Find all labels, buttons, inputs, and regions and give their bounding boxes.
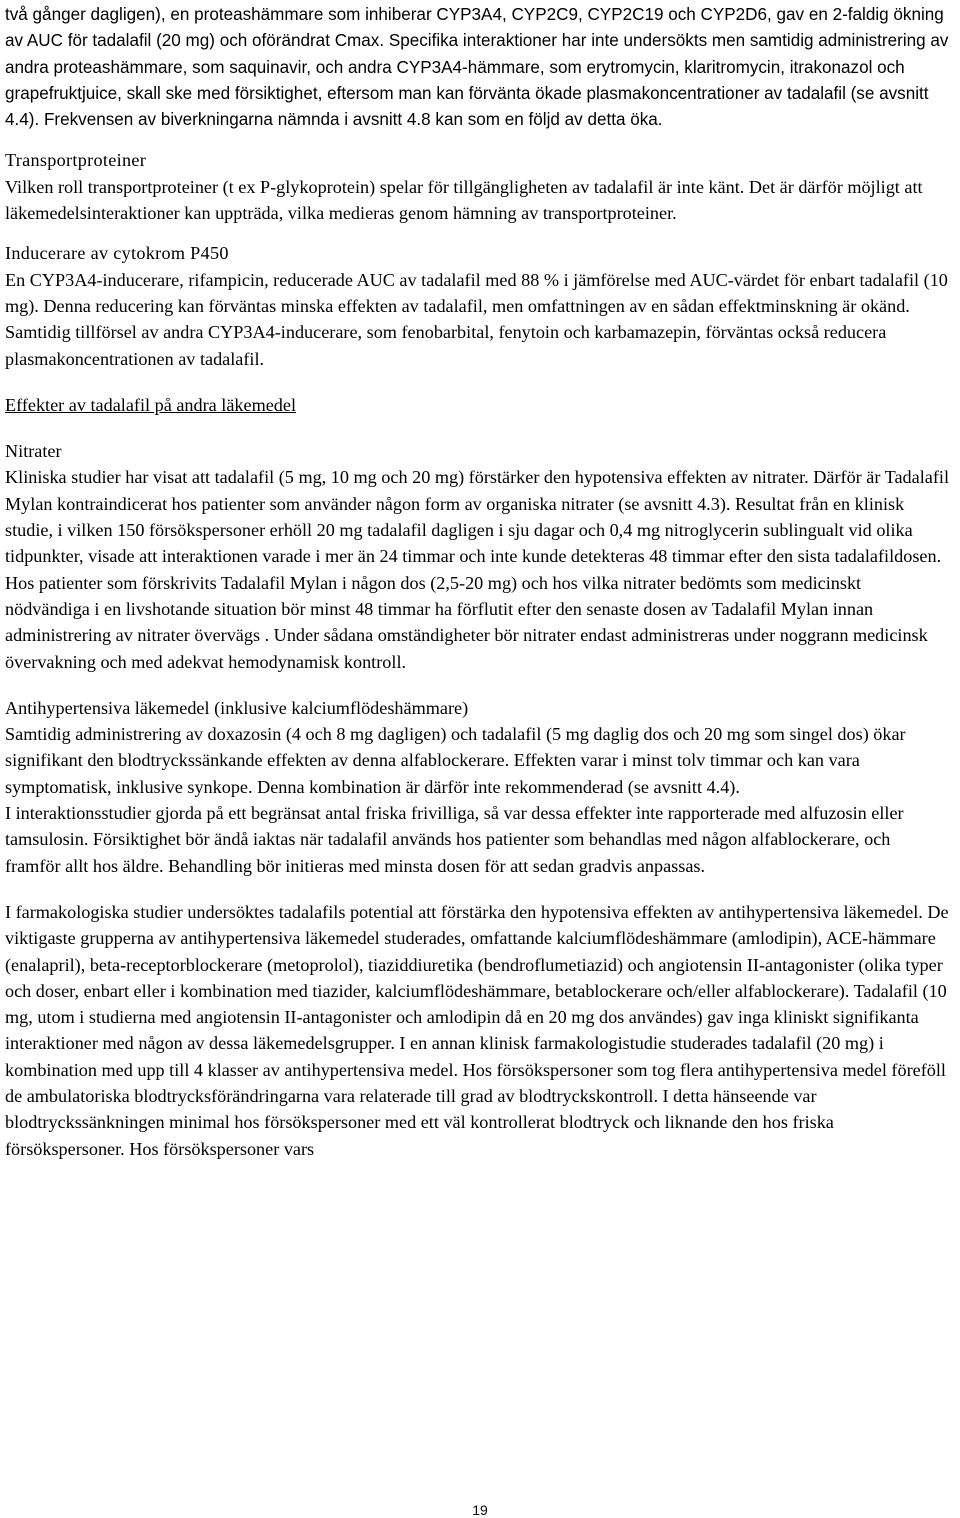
antihypertensives-heading: Antihypertensiva läkemedel (inklusive kalciumflödeshämmare) bbox=[5, 697, 469, 718]
transport-heading: Transportproteiner bbox=[5, 150, 147, 171]
antihypertensives-paragraph-3: I farmakologiska studier undersöktes tadalafils potential att förstärka den hypotensiva effekten av antihypertensiva läkemedel. De viktigaste grupperna av antihypertensiva läkemedel studerades, omfattande kalciumflödeshämmare (amlodipin), ACE-hämmare (enalapril), beta-receptorblockerare (metoprolol), tiaziddiuretika (bendroflumetiazid) och angiotensin II-antagonister (olika typer och doser, enbart eller i kombination med tiazider, kalciumflödeshämmare, betablockerare och/eller alfablockerare). Tadalafil (10 mg, utom i studierna med angiotensin II-antagonister och amlodipin då en 20 mg dos användes) gav inga kliniskt signifikanta interaktioner med någon av dessa läkemedelsgrupper. I en annan klinisk farmakologistudie studerades tadalafil (20 mg) i kombination med upp till 4 klasser av antihypertensiva medel. Hos försökspersoner som tog flera antihypertensiva medel föreföll de ambulatoriska blodtrycksförändringarna vara relaterade till grad av blodtryckskontroll. I detta hänseende var blodtryckssänkningen minimal hos försökspersoner med ett väl kontrollerat blodtryck och liknande den hos friska försökspersoner. Hos försökspersoner vars bbox=[5, 901, 949, 1159]
transport-paragraph: Vilken roll transportproteiner (t ex P-glykoprotein) spelar för tillgängligheten av tadalafil är inte känt. Det är därför möjligt att läkemedelsinteraktioner kan uppträda, vilka medieras genom hämning av transportproteiner. bbox=[5, 176, 923, 224]
nitrates-heading: Nitrater bbox=[5, 441, 62, 462]
antihypertensives-paragraph-2: I interaktionsstudier gjorda på ett begränsat antal friska frivilliga, så var dessa effekter inte rapporterade med alfuzosin eller tamsulosin. Försiktighet bör ändå iaktas när tadalafil används hos patienter som behandlas med någon alfablockerare, och framför allt hos äldre. Behandling bör initieras med minsta dosen för att sedan gradvis anpassas. bbox=[5, 803, 904, 876]
inducers-heading: Inducerare av cytokrom P450 bbox=[5, 243, 229, 264]
effects-section-heading: Effekter av tadalafil på andra läkemedel bbox=[5, 394, 297, 415]
intro-paragraph: två gånger dagligen), en proteashämmare som inhiberar CYP3A4, CYP2C9, CYP2C19 och CYP2D6, gav en 2-faldig ökning av AUC för tadalafil (20 mg) och oförändrat Cmax. Specifika interaktioner har inte undersökts men samtidig administrering av andra proteashämmare, som saquinavir, och andra CYP3A4-hämmare, som erytromycin, klaritromycin, itrakonazol och grapefruktjuice, skall ske med försiktighet, eftersom man kan förvänta ökade plasmakoncentrationer av tadalafil (se avsnitt 4.4). Frekvensen av biverkningarna nämnda i avsnitt 4.8 kan som en följd av detta öka. bbox=[5, 5, 949, 130]
inducers-paragraph: En CYP3A4-inducerare, rifampicin, reducerade AUC av tadalafil med 88 % i jämförelse med AUC-värdet för enbart tadalafil (10 mg). Denna reducering kan förväntas minska effekten av tadalafil, men omfattningen av en sådan effektminskning är okänd. Samtidig tillförsel av andra CYP3A4-inducerare, som fenobarbital, fenytoin och karbamazepin, förväntas också reducera plasmakoncentrationen av tadalafil. bbox=[5, 269, 948, 369]
nitrates-paragraph: Kliniska studier har visat att tadalafil (5 mg, 10 mg och 20 mg) förstärker den hypotensiva effekten av nitrater. Därför är Tadalafil Mylan kontraindicerat hos patienter som använder någon form av organiska nitrater (se avsnitt 4.3). Resultat från en klinisk studie, i vilken 150 försökspersoner erhöll 20 mg tadalafil dagligen i sju dagar och 0,4 mg nitroglycerin sublingualt vid olika tidpunkter, visade att interaktionen varade i mer än 24 timmar och inte kunde detekteras 48 timmar efter den sista tadalafildosen. Hos patienter som förskrivits Tadalafil Mylan i någon dos (2,5-20 mg) och hos vilka nitrater bedömts som medicinskt nödvändiga i en livshotande situation bör minst 48 timmar ha förflutit efter den senaste dosen av Tadalafil Mylan innan administrering av nitrater övervägs . Under sådana omständigheter bör nitrater endast administreras under noggrann medicinsk övervakning och med adekvat hemodynamisk kontroll. bbox=[5, 467, 949, 672]
document-page bbox=[5, 2, 950, 1162]
antihypertensives-paragraph-1: Samtidig administrering av doxazosin (4 och 8 mg dagligen) och tadalafil (5 mg daglig dos och 20 mg som singel dos) ökar signifikant den blodtryckssänkande effekten av denna alfablockerare. Effekten varar i minst tolv timmar och kan vara symptomatisk, inklusive synkope. Denna kombination är därför inte rekommenderad (se avsnitt 4.4). bbox=[5, 724, 906, 797]
page-number: 19 bbox=[472, 1502, 488, 1518]
